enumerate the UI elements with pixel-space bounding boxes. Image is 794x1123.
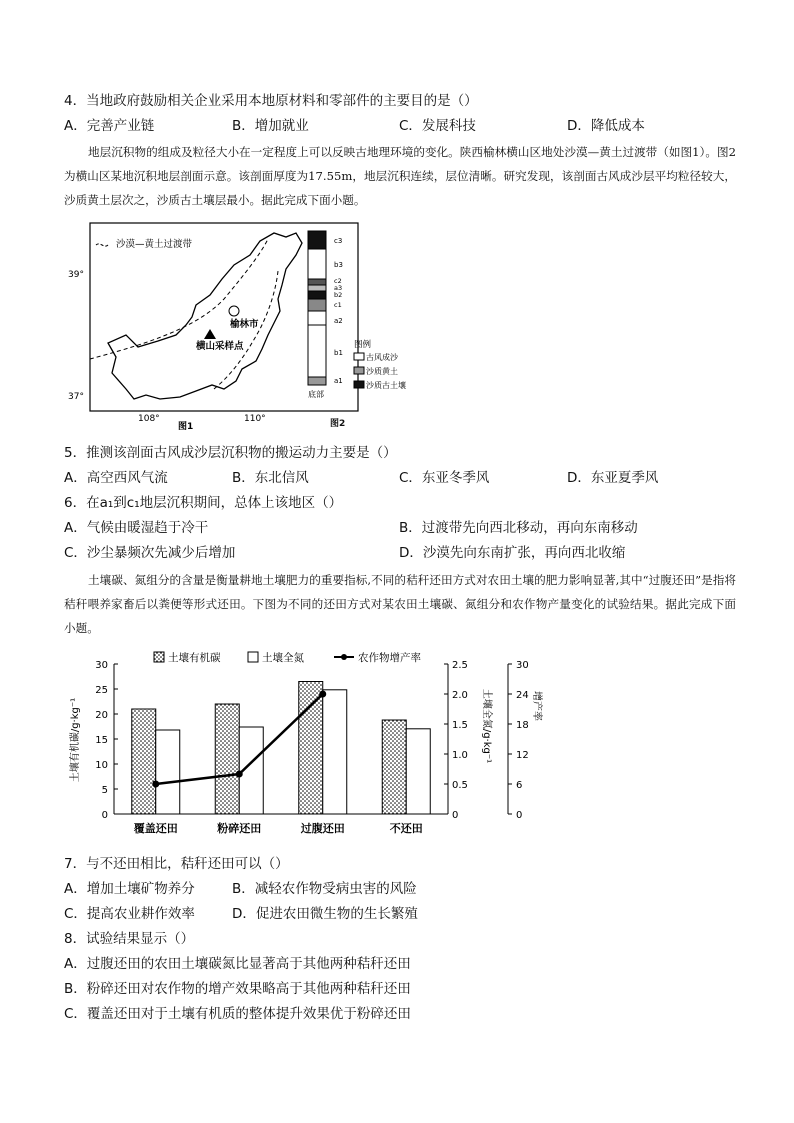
city-label: 榆林市 xyxy=(230,319,259,330)
tick-label-right2: 0 xyxy=(516,810,523,821)
layer-a2: a2 xyxy=(334,317,343,325)
tick-label-right2: 12 xyxy=(516,750,529,761)
q7-option-a: A．增加土壤矿物养分 xyxy=(64,881,195,897)
layer-a1: a1 xyxy=(334,377,343,385)
band-legend-label: 沙漠—黄土过渡带 xyxy=(116,239,193,250)
legend-title: 图例 xyxy=(354,340,372,350)
legend-yield: 农作物增产率 xyxy=(358,652,421,664)
layer-b1: b1 xyxy=(334,349,343,357)
tick-label-left: 0 xyxy=(101,810,108,821)
category-label: 过腹还田 xyxy=(300,822,345,835)
category-label: 覆盖还田 xyxy=(133,822,178,835)
q8-option-b: B．粉碎还田对农作物的增产效果略高于其他两种秸秆还田 xyxy=(64,981,411,997)
legend-sand: 古风成沙 xyxy=(366,353,398,362)
q5-option-c: C．东亚冬季风 xyxy=(399,470,490,486)
q4-option-b: B．增加就业 xyxy=(232,118,309,134)
q5-stem: 5．推测该剖面古风成沙层沉积物的搬运动力主要是（） xyxy=(64,445,397,461)
tick-label-left: 20 xyxy=(95,710,108,721)
q6-option-a: A．气候由暖湿趋于冷干 xyxy=(64,520,209,536)
q6-option-d: D．沙漠先向东南扩张，再向西北收缩 xyxy=(399,545,626,561)
category-label: 不还田 xyxy=(389,822,423,835)
lat-bottom-label: 37° xyxy=(68,392,84,402)
bar-carbon xyxy=(132,709,156,814)
city-marker xyxy=(229,306,239,316)
layer-a3: a3 xyxy=(334,284,343,292)
tick-label-left: 25 xyxy=(95,685,108,696)
point-yield xyxy=(236,771,243,778)
legend-soil: 沙质古土壤 xyxy=(366,381,406,390)
q8-stem: 8．试验结果显示（） xyxy=(64,931,195,947)
q4-option-d: D．降低成本 xyxy=(567,118,645,134)
q6-option-b: B．过渡带先向西北移动，再向东南移动 xyxy=(399,520,638,536)
q8-option-a: A．过腹还田的农田土壤碳氮比显著高于其他两种秸秆还田 xyxy=(64,956,411,972)
q6-stem: 6．在a₁到c₁地层沉积期间，总体上该地区（） xyxy=(64,495,343,511)
legend-loess: 沙质黄土 xyxy=(366,367,398,376)
layer-b3: b3 xyxy=(334,261,343,269)
passage-sediment-text: 地层沉积物的组成及粒径大小在一定程度上可以反映古地理环境的变化。陕西榆林横山区地处沙漠—黄土过渡带（如图1）。图2为横山区某地沉积地层剖面示意。该剖面厚度为17.55m，地层沉积连续，层位清晰。研究发现，该剖面古风成沙层平均粒径较大，沙质黄土层次之，沙质古土壤层最小。据此完成下面小题。 xyxy=(64,145,736,207)
legend-swatch-sand xyxy=(354,353,364,360)
passage-sediment xyxy=(64,140,736,212)
tick-label-left: 5 xyxy=(101,785,108,796)
fig2-caption: 图2 xyxy=(330,419,346,429)
legend-nitrogen: 土壤全氮 xyxy=(262,652,304,664)
point-yield xyxy=(319,691,326,698)
band-line-south xyxy=(214,271,278,389)
ylabel-left: 土壤有机碳/g·kg⁻¹ xyxy=(70,697,81,783)
sample-label: 横山采样点 xyxy=(196,341,244,352)
tick-label-right1: 0.5 xyxy=(452,780,468,791)
point-yield xyxy=(152,781,159,788)
legend-swatch-loess xyxy=(354,367,364,374)
lon-left-label: 108° xyxy=(138,414,160,424)
legend-swatch-soil xyxy=(354,381,364,388)
bar-carbon xyxy=(215,704,239,814)
tick-label-right1: 1.5 xyxy=(452,720,468,731)
q4-stem: 4．当地政府鼓励相关企业采用本地原材料和零部件的主要目的是（） xyxy=(64,93,478,109)
q4-option-a: A．完善产业链 xyxy=(64,118,155,134)
passage-straw xyxy=(64,568,736,640)
tick-label-left: 30 xyxy=(95,660,108,671)
tick-label-right1: 1.0 xyxy=(452,750,468,761)
tick-label-right1: 0 xyxy=(452,810,459,821)
layer-c1: c1 xyxy=(334,301,342,309)
figure-map-profile xyxy=(64,219,406,434)
legend-marker-yield xyxy=(341,654,347,660)
layer-b2: b2 xyxy=(334,291,343,299)
ylabel-right2: 增产率 xyxy=(531,691,542,721)
legend-carbon: 土壤有机碳 xyxy=(168,652,221,664)
category-label: 粉碎还田 xyxy=(217,822,262,835)
lon-right-label: 110° xyxy=(244,414,266,424)
q4-option-c: C．发展科技 xyxy=(399,118,476,134)
q5-option-d: D．东亚夏季风 xyxy=(567,470,659,486)
tick-label-right2: 6 xyxy=(516,780,523,791)
tick-label-right1: 2.5 xyxy=(452,660,468,671)
bar-nitrogen xyxy=(323,690,347,814)
q5-option-a: A．高空西风气流 xyxy=(64,470,168,486)
tick-label-right2: 30 xyxy=(516,660,529,671)
layer-c3: c3 xyxy=(334,237,343,245)
layer-c2: c2 xyxy=(334,277,342,285)
bar-nitrogen xyxy=(156,730,180,814)
province-outline xyxy=(108,233,302,399)
lat-top-label: 39° xyxy=(68,270,84,280)
q7-option-c: C．提高农业耕作效率 xyxy=(64,906,195,922)
bottom-label: 底部 xyxy=(308,390,324,399)
strat-column xyxy=(308,231,326,385)
bar-carbon xyxy=(382,720,406,814)
tick-label-left: 10 xyxy=(95,760,108,771)
bar-nitrogen xyxy=(406,729,430,814)
q6-option-c: C．沙尘暴频次先减少后增加 xyxy=(64,545,236,561)
tick-label-right2: 18 xyxy=(516,720,529,731)
legend-swatch-nitrogen xyxy=(248,652,258,662)
q8-option-c: C．覆盖还田对于土壤有机质的整体提升效果优于粉碎还田 xyxy=(64,1006,411,1022)
fig1-caption: 图1 xyxy=(178,422,194,432)
sample-point-icon xyxy=(204,329,216,339)
tick-label-right1: 2.0 xyxy=(452,690,468,701)
bar-carbon xyxy=(299,682,323,815)
q7-option-b: B．减轻农作物受病虫害的风险 xyxy=(232,881,417,897)
q7-option-d: D．促进农田微生物的生长繁殖 xyxy=(232,906,418,922)
q5-option-b: B．东北信风 xyxy=(232,470,309,486)
q7-stem: 7．与不还田相比，秸秆还田可以（） xyxy=(64,856,289,872)
passage-straw-text: 土壤碳、氮组分的含量是衡量耕地土壤肥力的重要指标,不同的秸秆还田方式对农田土壤的肥力影响显著,其中“过腹还田”是指将秸秆喂养家畜后以粪便等形式还田。下图为不同的还田方式对某农田土壤碳、氮组分和农作物产量变化的试验结果。据此完成下面小题。 xyxy=(64,573,736,635)
band-legend-icon xyxy=(96,244,108,246)
tick-label-left: 15 xyxy=(95,735,108,746)
straw-return-chart xyxy=(64,648,552,842)
legend-swatch-carbon xyxy=(154,652,164,662)
ylabel-right1: 土壤全氮/g·kg⁻¹ xyxy=(481,688,492,764)
tick-label-right2: 24 xyxy=(516,690,529,701)
